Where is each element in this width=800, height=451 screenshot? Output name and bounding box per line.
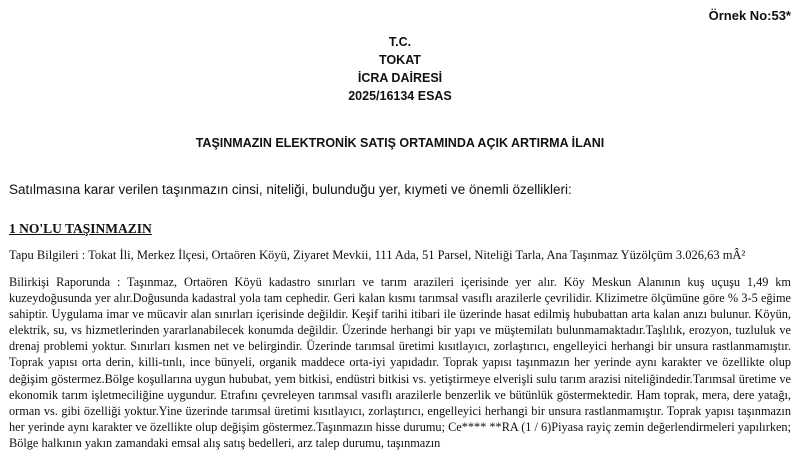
header-city: TOKAT: [379, 53, 421, 67]
header-country: T.C.: [388, 35, 412, 49]
property-section-title: 1 NO'LU TAŞINMAZIN: [9, 221, 152, 236]
court-header: [0, 33, 800, 105]
header-office: İCRA DAİRESİ: [357, 71, 443, 85]
sample-number: Örnek No:53*: [708, 8, 791, 23]
expert-report-paragraph: Bilirkişi Raporunda : Taşınmaz, Ortaören Köyü kadastro sınırları ve tarım arazileri içerisinde yer alır. Köy Meskun Alanının kuş uçuşu 1,49 km kuzeydoğusunda yer alır.Doğusunda kadastral yola tam cephedir. Geri kalan kısmı tarımsal vasıflı arazilerle çevrilidir. Klizimetre ölçümüne göre % 3-5 eğime sahiptir. Uygulama imar ve mücavir alan sınırları içerisinde değildir. Keşif tarihi itibari ile üzerinde hasat edilmiş hububattan arta kalan anızı bulunur. Köyün, elektrik, su, vs hizmetlerinden yararlanabilecek konumda değildir. Üzerinde herhangi bir yapı ve müştemilatı bulunmamaktadır.Taşlılık, erozyon, tuzluluk ve drenaj problemi yoktur. Sınırları kısmen net ve belirgindir. Üzerinde tarımsal üretimi kısıtlayıcı, zorlaştırıcı, engelleyici herhangi bir unsura rastlanmamıştır. Toprak yapısı orta derin, killi-tınlı, ince bünyeli, organik maddece orta-iyi yapıdadır. Toprak yapısı taşınmazın her yerinde aynı karakter ve özellikte olup değişim göstermez.Bölge koşullarına uygun hububat, yem bitkisi, endüstri bitkisi vs. yetiştirmeye elverişli sulu tarım arazisi niteliğindedir.Tarımsal üretime ve ekonomik tarım işletmeciliğine uygundur. Etrafını çevreleyen tarımsal vasıflı arazilerle benzerlik ve bütünlük göstermektedir. Ham toprak, mera, dere yatağı, orman vs. gibi özelliği yoktur.Yine üzerinde tarımsal üretimi kısıtlayıcı, zorlaştırıcı, engelleyici herhangi bir unsura rastlanmamıştır. Toprak yapısı taşınmazın her yerinde aynı karakter ve özellikte olup değişim göstermez.Taşınmazın hisse durumu; Ce**** **RA (1 / 6)Piyasa rayiç zemin değerlendirmeleri yapılırken; Bölge halkının yakın zamandaki emsal alış satış bedelleri, arz talep durumu, taşınmazın: [9, 275, 791, 450]
header-case-number: 2025/16134 ESAS: [348, 89, 452, 103]
announcement-title: TAŞINMAZIN ELEKTRONİK SATIŞ ORTAMINDA AÇIK ARTIRMA İLANI: [195, 136, 605, 150]
title-deed-info: Tapu Bilgileri : Tokat İli, Merkez İlçesi, Ortaören Köyü, Ziyaret Mevkii, 111 Ada, 51 Parsel, Niteliği Tarla, Ana Taşınmaz Yüzölçüm 3.026,63 mÂ²: [9, 248, 746, 262]
intro-text: Satılmasına karar verilen taşınmazın cinsi, niteliği, bulunduğu yer, kıymeti ve önemli özellikleri:: [9, 182, 572, 197]
